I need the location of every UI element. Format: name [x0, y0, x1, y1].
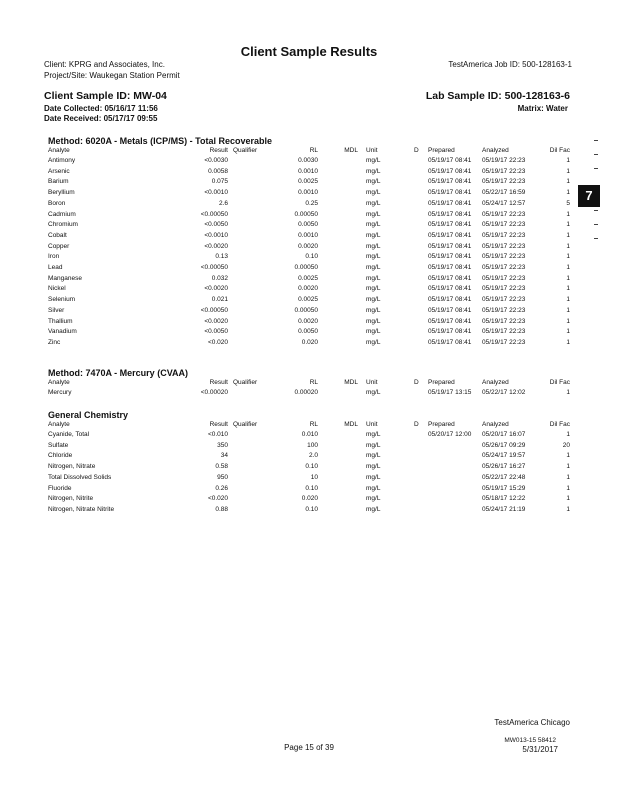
cell-prepared: 05/19/17 08:41 [428, 253, 472, 261]
cell-dilfac: 1 [566, 484, 570, 492]
cell-unit: mg/L [366, 338, 381, 346]
cell-unit: mg/L [366, 242, 381, 250]
client-sample-id: Client Sample ID: MW-04 [44, 90, 167, 102]
section-title: General Chemistry [48, 410, 129, 420]
cell-prepared: 05/19/17 08:41 [428, 231, 472, 239]
cell-analyte: Silver [48, 306, 65, 314]
cell-analyzed: 05/19/17 22:23 [482, 274, 526, 282]
cell-dilfac: 5 [566, 199, 570, 207]
cell-analyte: Nickel [48, 285, 66, 293]
cell-dilfac: 1 [566, 253, 570, 261]
cell-analyzed: 05/22/17 16:59 [482, 189, 526, 197]
cell-dilfac: 1 [566, 463, 570, 471]
cell-dilfac: 1 [566, 338, 570, 346]
cell-result: <0.020 [207, 338, 228, 346]
cell-analyte: Beryllium [48, 189, 75, 197]
cell-result: <0.0010 [204, 189, 228, 197]
date-collected: Date Collected: 05/16/17 11:56 [44, 104, 158, 113]
cell-rl: 0.020 [301, 338, 318, 346]
cell-rl: 100 [307, 441, 318, 449]
cell-analyte: Chromium [48, 221, 78, 229]
client-name: Client: KPRG and Associates, Inc. [44, 60, 165, 69]
cell-rl: 0.0030 [298, 157, 318, 164]
cell-dilfac: 1 [566, 167, 570, 175]
cell-analyte: Vanadium [48, 328, 77, 336]
column-header-qualifier: Qualifier [233, 379, 258, 386]
footer-date: 5/31/2017 [522, 745, 558, 754]
cell-result: 0.58 [215, 463, 228, 471]
section-title: Method: 6020A - Metals (ICP/MS) - Total Recoverable [48, 136, 273, 146]
column-header-prepared: Prepared [428, 147, 455, 154]
cell-dilfac: 1 [566, 296, 570, 304]
cell-rl: 0.0025 [298, 274, 318, 282]
cell-analyte: Nitrogen, Nitrite [48, 495, 94, 503]
column-header-dilfac: Dil Fac [549, 147, 570, 154]
cell-prepared: 05/19/17 08:41 [428, 328, 472, 336]
cell-analyzed: 05/22/17 22:48 [482, 473, 526, 481]
cell-dilfac: 1 [566, 317, 570, 325]
table-row [0, 200, 618, 210]
cell-dilfac: 1 [566, 189, 570, 197]
cell-unit: mg/L [366, 157, 381, 164]
table-row [0, 168, 618, 178]
cell-analyzed: 05/19/17 15:29 [482, 484, 526, 492]
cell-rl: 0.0050 [298, 221, 318, 229]
table-header [0, 147, 618, 157]
cell-result: 0.13 [215, 253, 228, 261]
cell-unit: mg/L [366, 495, 381, 503]
cell-dilfac: 1 [566, 328, 570, 336]
cell-rl: 0.0020 [298, 242, 318, 250]
table-row [0, 463, 618, 473]
table-row [0, 442, 618, 452]
cell-dilfac: 1 [566, 231, 570, 239]
cell-unit: mg/L [366, 231, 381, 239]
cell-rl: 0.10 [305, 484, 318, 492]
cell-prepared: 05/19/17 08:41 [428, 178, 472, 186]
cell-analyte: Barium [48, 178, 69, 186]
column-header-prepared: Prepared [428, 379, 455, 386]
table-row [0, 285, 618, 295]
cell-rl: 0.0025 [298, 178, 318, 186]
cell-rl: 0.10 [305, 505, 318, 513]
cell-analyte: Chloride [48, 452, 73, 460]
column-header-dilfac: Dil Fac [549, 379, 570, 386]
column-header-unit: Unit [366, 421, 378, 428]
page-number: Page 15 of 39 [284, 743, 334, 752]
cell-prepared: 05/19/17 08:41 [428, 210, 472, 218]
cell-analyte: Nitrogen, Nitrate [48, 463, 96, 471]
column-header-analyzed: Analyzed [482, 379, 509, 386]
cell-analyzed: 05/19/17 22:23 [482, 296, 526, 304]
cell-analyte: Thallium [48, 317, 73, 325]
cell-unit: mg/L [366, 473, 381, 481]
cell-result: <0.0020 [204, 317, 228, 325]
cell-unit: mg/L [366, 484, 381, 492]
table-row [0, 221, 618, 231]
cell-unit: mg/L [366, 389, 381, 396]
table-row [0, 307, 618, 317]
cell-analyzed: 05/19/17 22:23 [482, 285, 526, 293]
cell-dilfac: 1 [566, 306, 570, 314]
table-row [0, 157, 618, 167]
cell-analyte: Arsenic [48, 167, 70, 175]
table-row [0, 211, 618, 221]
cell-dilfac: 1 [566, 274, 570, 282]
column-header-rl: RL [309, 147, 318, 154]
cell-rl: 0.0010 [298, 189, 318, 197]
cell-unit: mg/L [366, 452, 381, 460]
cell-analyzed: 05/19/17 22:23 [482, 178, 526, 186]
cell-unit: mg/L [366, 505, 381, 513]
cell-result: 0.0058 [208, 167, 228, 175]
cell-rl: 0.00050 [294, 210, 318, 218]
cell-analyzed: 05/19/17 22:23 [482, 231, 526, 239]
cell-result: 950 [217, 473, 228, 481]
cell-rl: 0.010 [301, 431, 318, 438]
cell-rl: 0.10 [305, 463, 318, 471]
cell-result: 34 [220, 452, 228, 460]
cell-analyte: Manganese [48, 274, 82, 282]
table-row [0, 485, 618, 495]
cell-analyte: Antimony [48, 157, 76, 164]
cell-analyzed: 05/26/17 16:27 [482, 463, 526, 471]
cell-result: 350 [217, 441, 228, 449]
cell-dilfac: 1 [566, 389, 570, 396]
cell-analyte: Sulfate [48, 441, 69, 449]
cell-dilfac: 1 [566, 452, 570, 460]
cell-result: <0.0050 [204, 328, 228, 336]
cell-prepared: 05/19/17 08:41 [428, 317, 472, 325]
cell-unit: mg/L [366, 317, 381, 325]
cell-rl: 0.00050 [294, 264, 318, 271]
section-title: Method: 7470A - Mercury (CVAA) [48, 368, 189, 378]
cell-unit: mg/L [366, 285, 381, 293]
cell-unit: mg/L [366, 296, 381, 304]
cell-rl: 0.0020 [298, 317, 318, 325]
cell-prepared: 05/19/17 08:41 [428, 167, 472, 175]
cell-rl: 0.00050 [294, 306, 318, 314]
cell-rl: 0.0010 [298, 167, 318, 175]
cell-unit: mg/L [366, 306, 381, 314]
cell-analyzed: 05/19/17 22:23 [482, 210, 526, 218]
table-row [0, 253, 618, 263]
cell-analyzed: 05/19/17 22:23 [482, 264, 526, 271]
cell-prepared: 05/20/17 12:00 [428, 431, 472, 438]
cell-unit: mg/L [366, 264, 381, 271]
table-row [0, 275, 618, 285]
cell-analyzed: 05/24/17 21:19 [482, 505, 526, 513]
cell-rl: 0.020 [301, 495, 318, 503]
cell-dilfac: 1 [566, 178, 570, 186]
column-header-d: D [414, 147, 419, 154]
cell-analyte: Mercury [48, 389, 72, 396]
column-header-analyzed: Analyzed [482, 421, 509, 428]
cell-analyzed: 05/26/17 09:29 [482, 441, 526, 449]
table-row [0, 506, 618, 516]
column-header-rl: RL [309, 421, 318, 428]
page-title: Client Sample Results [240, 44, 378, 59]
cell-analyzed: 05/19/17 22:23 [482, 167, 526, 175]
column-header-qualifier: Qualifier [233, 421, 258, 428]
cell-result: <0.00050 [200, 264, 228, 271]
cell-rl: 0.0010 [298, 231, 318, 239]
cell-analyte: Cobalt [48, 231, 67, 239]
cell-analyzed: 05/19/17 22:23 [482, 328, 526, 336]
cell-analyzed: 05/18/17 12:22 [482, 495, 526, 503]
cell-dilfac: 1 [566, 210, 570, 218]
cell-unit: mg/L [366, 431, 381, 438]
cell-unit: mg/L [366, 221, 381, 229]
table-row [0, 474, 618, 484]
column-header-dilfac: Dil Fac [549, 421, 570, 428]
column-header-analyte: Analyte [48, 421, 70, 428]
cell-unit: mg/L [366, 167, 381, 175]
cell-result: 0.032 [211, 274, 228, 282]
cell-result: <0.010 [207, 431, 228, 438]
cell-analyte: Cadmium [48, 210, 76, 218]
section-tab-7: 7 [578, 185, 600, 207]
cell-result: 0.075 [211, 178, 228, 186]
column-header-rl: RL [309, 379, 318, 386]
cell-analyte: Copper [48, 242, 70, 250]
cell-rl: 0.0025 [298, 296, 318, 304]
cell-dilfac: 1 [566, 242, 570, 250]
cell-prepared: 05/19/17 08:41 [428, 306, 472, 314]
cell-rl: 0.0020 [298, 285, 318, 293]
table-row [0, 328, 618, 338]
cell-prepared: 05/19/17 08:41 [428, 189, 472, 197]
cell-result: <0.0020 [204, 285, 228, 293]
cell-dilfac: 1 [566, 495, 570, 503]
footer-code: MW013-15 58412 [504, 737, 556, 744]
cell-prepared: 05/19/17 13:15 [428, 389, 472, 396]
cell-result: <0.020 [207, 495, 228, 503]
column-header-mdl: MDL [344, 379, 358, 386]
cell-analyzed: 05/19/17 22:23 [482, 253, 526, 261]
column-header-qualifier: Qualifier [233, 147, 258, 154]
cell-rl: 0.0050 [298, 328, 318, 336]
cell-rl: 0.25 [305, 199, 318, 207]
table-row [0, 389, 618, 399]
column-header-mdl: MDL [344, 147, 358, 154]
cell-dilfac: 1 [566, 264, 570, 271]
table-header [0, 421, 618, 431]
cell-result: <0.0010 [204, 231, 228, 239]
table-row [0, 189, 618, 199]
column-header-result: Result [209, 379, 228, 386]
table-row [0, 452, 618, 462]
column-header-d: D [414, 421, 419, 428]
cell-prepared: 05/19/17 08:41 [428, 274, 472, 282]
table-row [0, 178, 618, 188]
column-header-mdl: MDL [344, 421, 358, 428]
cell-analyte: Nitrogen, Nitrate Nitrite [48, 505, 115, 513]
column-header-d: D [414, 379, 419, 386]
cell-result: <0.0020 [204, 242, 228, 250]
cell-dilfac: 20 [562, 441, 570, 449]
cell-unit: mg/L [366, 253, 381, 261]
cell-analyte: Total Dissolved Solids [48, 473, 112, 481]
cell-unit: mg/L [366, 178, 381, 186]
cell-result: 0.88 [215, 505, 228, 513]
cell-prepared: 05/19/17 08:41 [428, 221, 472, 229]
cell-prepared: 05/19/17 08:41 [428, 338, 472, 346]
cell-result: <0.00050 [200, 210, 228, 218]
cell-analyte: Lead [48, 264, 63, 271]
cell-unit: mg/L [366, 441, 381, 449]
cell-result: <0.0050 [204, 221, 228, 229]
column-header-analyte: Analyte [48, 379, 70, 386]
cell-rl: 0.10 [305, 253, 318, 261]
column-header-unit: Unit [366, 379, 378, 386]
cell-result: <0.00050 [200, 306, 228, 314]
cell-analyzed: 05/22/17 12:02 [482, 389, 526, 396]
footer-lab-name: TestAmerica Chicago [494, 718, 570, 727]
cell-dilfac: 1 [566, 473, 570, 481]
table-row [0, 431, 618, 441]
table-row [0, 232, 618, 242]
cell-unit: mg/L [366, 189, 381, 197]
cell-unit: mg/L [366, 199, 381, 207]
cell-analyte: Fluoride [48, 484, 72, 492]
cell-result: 2.6 [218, 199, 228, 207]
table-row [0, 339, 618, 349]
table-row [0, 296, 618, 306]
cell-dilfac: 1 [566, 157, 570, 164]
cell-rl: 2.0 [308, 452, 318, 460]
column-header-analyzed: Analyzed [482, 147, 509, 154]
cell-analyte: Cyanide, Total [48, 431, 90, 438]
cell-analyte: Boron [48, 199, 66, 207]
cell-prepared: 05/19/17 08:41 [428, 157, 472, 164]
cell-analyzed: 05/19/17 22:23 [482, 157, 526, 164]
cell-prepared: 05/19/17 08:41 [428, 285, 472, 293]
cell-unit: mg/L [366, 463, 381, 471]
cell-unit: mg/L [366, 210, 381, 218]
table-row [0, 318, 618, 328]
cell-analyzed: 05/19/17 22:23 [482, 338, 526, 346]
cell-dilfac: 1 [566, 431, 570, 438]
column-header-result: Result [209, 421, 228, 428]
cell-prepared: 05/19/17 08:41 [428, 264, 472, 271]
date-received: Date Received: 05/17/17 09:55 [44, 114, 158, 123]
matrix: Matrix: Water [517, 104, 568, 113]
cell-result: <0.00020 [200, 389, 228, 396]
lab-sample-id: Lab Sample ID: 500-128163-6 [425, 90, 570, 102]
cell-dilfac: 1 [566, 505, 570, 513]
cell-dilfac: 1 [566, 285, 570, 293]
project-site: Project/Site: Waukegan Station Permit [44, 71, 180, 80]
cell-result: 0.26 [215, 484, 228, 492]
column-header-analyte: Analyte [48, 147, 70, 154]
cell-analyte: Selenium [48, 296, 76, 304]
table-header [0, 379, 618, 389]
cell-analyzed: 05/24/17 19:57 [482, 452, 526, 460]
cell-analyzed: 05/19/17 22:23 [482, 306, 526, 314]
cell-rl: 10 [310, 473, 318, 481]
cell-unit: mg/L [366, 328, 381, 336]
cell-prepared: 05/19/17 08:41 [428, 199, 472, 207]
cell-analyte: Iron [48, 253, 60, 261]
cell-rl: 0.00020 [294, 389, 318, 396]
cell-analyzed: 05/19/17 22:23 [482, 242, 526, 250]
cell-analyzed: 05/19/17 22:23 [482, 317, 526, 325]
cell-result: <0.0030 [204, 157, 228, 164]
cell-unit: mg/L [366, 274, 381, 282]
cell-analyzed: 05/20/17 16:07 [482, 431, 526, 438]
table-row [0, 495, 618, 505]
column-header-result: Result [209, 147, 228, 154]
table-row [0, 264, 618, 274]
cell-prepared: 05/19/17 08:41 [428, 242, 472, 250]
cell-analyzed: 05/19/17 22:23 [482, 221, 526, 229]
column-header-prepared: Prepared [428, 421, 455, 428]
table-row [0, 243, 618, 253]
cell-prepared: 05/19/17 08:41 [428, 296, 472, 304]
cell-dilfac: 1 [566, 221, 570, 229]
cell-result: 0.021 [211, 296, 228, 304]
cell-analyte: Zinc [48, 338, 61, 346]
job-id: TestAmerica Job ID: 500-128163-1 [448, 60, 572, 69]
cell-analyzed: 05/24/17 12:57 [482, 199, 526, 207]
column-header-unit: Unit [366, 147, 378, 154]
